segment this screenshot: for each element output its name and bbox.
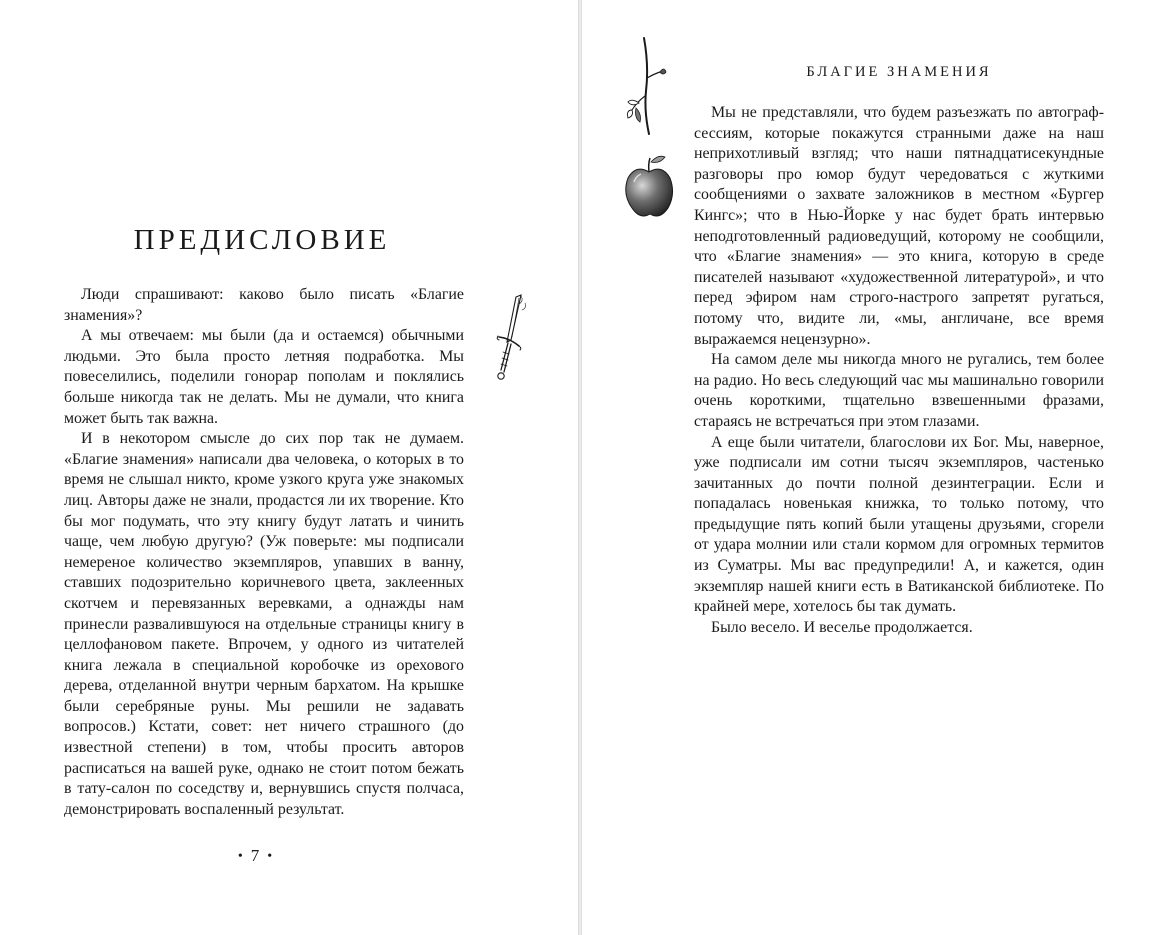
- apple-icon: [622, 152, 678, 222]
- branch-icon: [622, 36, 668, 136]
- left-body-text: [64, 285, 464, 820]
- page-number: [0, 846, 512, 866]
- paragraph: Люди спрашивают: каково было писать «Благие знамения»?: [64, 286, 464, 324]
- paragraph: Мы не представляли, что будем разъезжать по автограф-сессиям, которые покажутся странными даже на наш неприхотливый взгляд; что наши пятнадцатисекундные разговоры про юмор будут чередоваться с жуткими сообщениями о захвате заложников в местном «Бургер Кингс»; что в Нью-Йорке у нас будет брать интервью неподготовленный радиоведущий, которому не сообщили, что «Благие знамения» — это книга, которую в среде писателей называют «художественной литературой», и что перед эфиром нам строго-настрого запретят ругаться, потому что, видите ли, «мы, англичане, все время выражаемся нецензурно».: [694, 104, 1104, 348]
- right-body-text: [694, 103, 1104, 638]
- left-page: [0, 0, 578, 935]
- page-number-value: 7: [250, 846, 262, 865]
- right-page: [582, 0, 1161, 935]
- paragraph: И в некотором смысле до сих пор так не думаем. «Благие знамения» написали два человека, о которых в то время не слышал никто, кроме узкого круга уже знакомых лиц. Авторы даже не знали, продастся ли их творение. Кто бы мог подумать, что эту книгу будут латать и чинить чаще, чем любую другую? (Уж поверьте: мы подписали немереное количество экземпляров, упавших в ванну, ставших подозрительно коричневого цвета, заклеенных скотчем и перевязанных веревками, а однажды нам принесли развалившуюся на отдельные страницы книгу в целлофановом пакете. Впрочем, у одного из читателей книга лежала в специальной коробочке из орехового дерева, отделанной внутри черным бархатом. На крышке были серебряные руны. Мы решили не задавать вопросов.) Кстати, совет: нет ничего страшного (до известной степени) в том, чтобы просить авторов расписаться на вашей руке, однако не стоит потом бежать в тату-салон по соседству и, вернувшись спустя полчаса, демонстрировать воспаленный результат.: [64, 430, 464, 818]
- paragraph: А мы отвечаем: мы были (да и остаемся) обычными людьми. Это была просто летняя подработка. Мы повеселились, поделили гонорар пополам и поклялись больше никогда так не делать. Мы не думали, что книга может быть так важна.: [64, 327, 464, 427]
- chapter-title: ПРЕДИСЛОВИЕ: [133, 224, 391, 256]
- running-head: БЛАГИЕ ЗНАМЕНИЯ: [806, 64, 992, 80]
- paragraph: На самом деле мы никогда много не ругались, тем более на радио. Но весь следующий час мы машинально говорили очень короткими, тщательно взвешенными фразами, стараясь не встречаться при этом глазами.: [694, 351, 1104, 430]
- folio-dot-left: •: [237, 849, 245, 864]
- paragraph: А еще были читатели, благослови их Бог. Мы, наверное, уже подписали им сотни тысяч экземпляров, частенько зачитанных до почти полной дезинтеграции. Если и попадалась новенькая книжка, то только потому, что предыдущие пять копий были утащены друзьями, сгорели от удара молнии или стали кормом для огромных термитов из Суматры. Мы вас предупредили! А, и кажется, один экземпляр нашей книги есть в Ватиканской библиотеке. По крайней мере, хотелось бы так думать.: [694, 433, 1104, 616]
- paragraph: Было весело. И веселье продолжается.: [711, 618, 973, 636]
- sword-icon: [485, 292, 530, 388]
- folio-dot-right: •: [267, 849, 275, 864]
